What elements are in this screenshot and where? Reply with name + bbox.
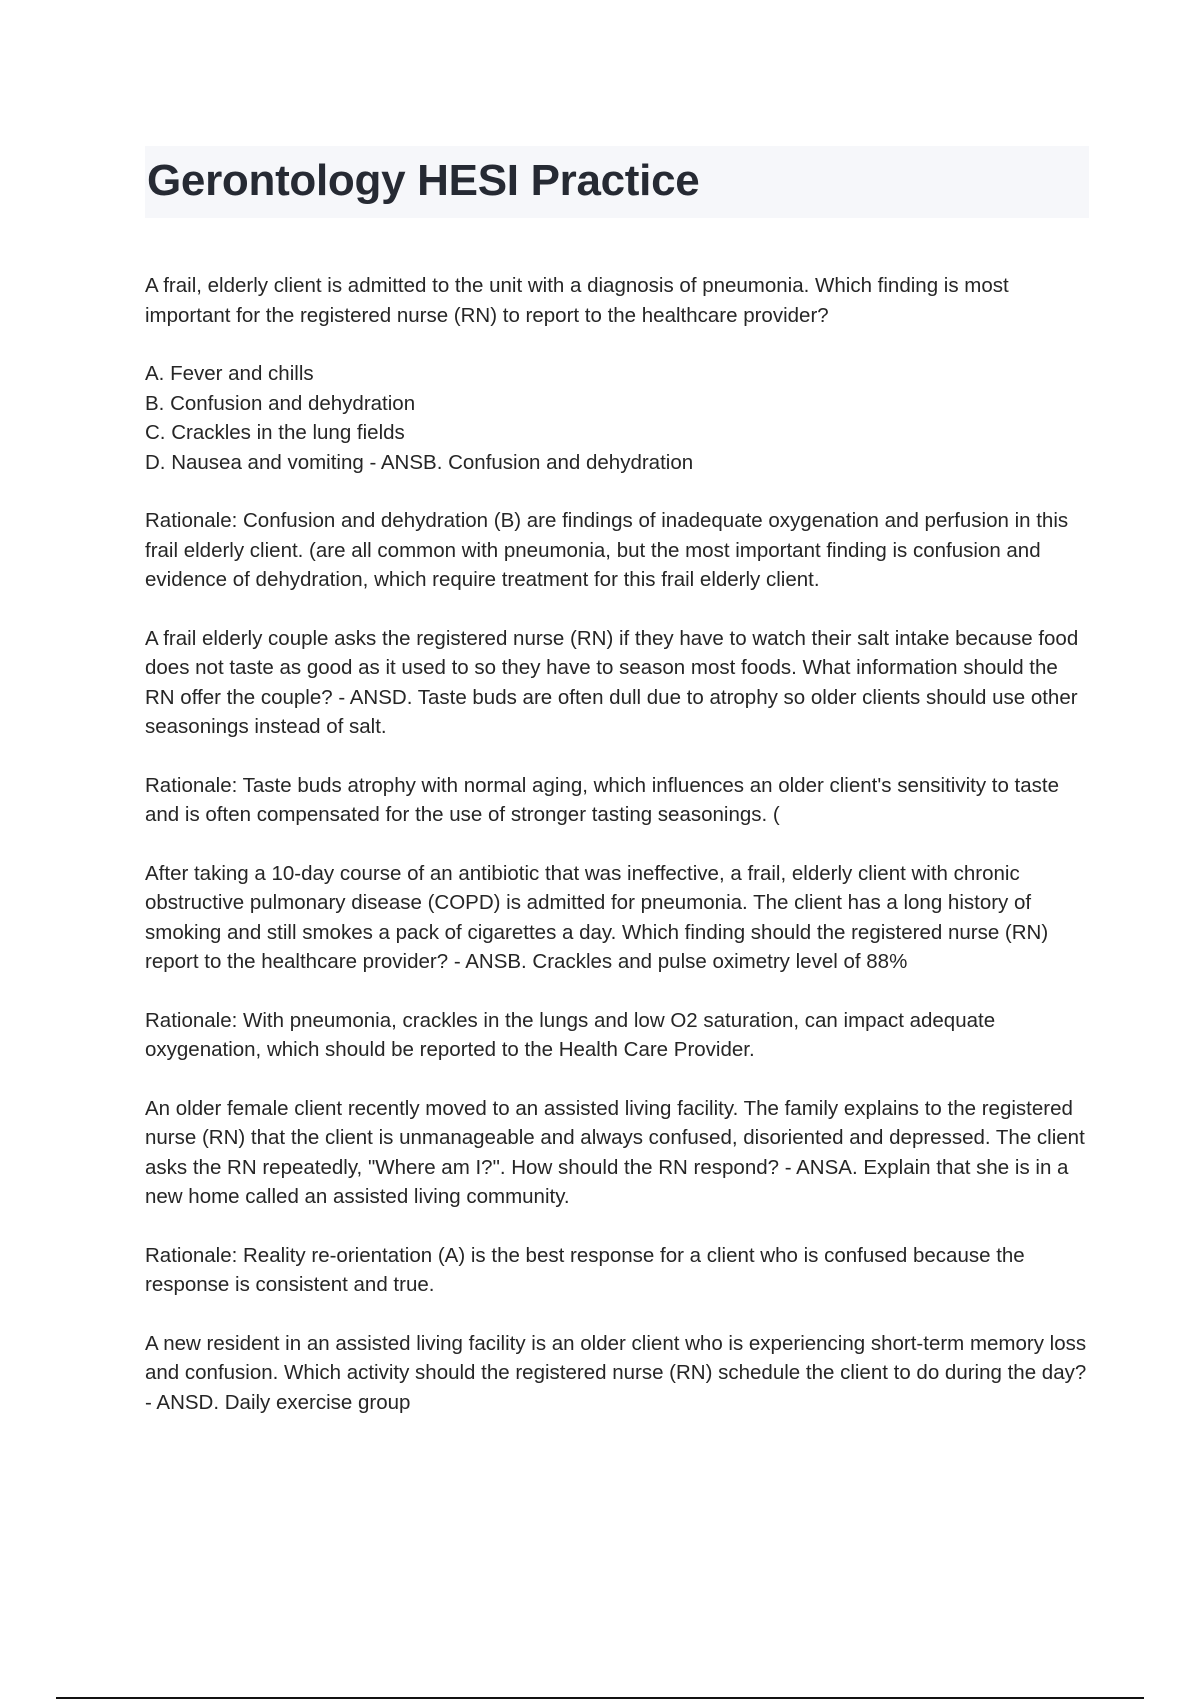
question-3-text: After taking a 10-day course of an antibiotic that was ineffective, a frail, elderly client with chronic obstructive pulmonary disease (COPD) is admitted for pneumonia. The client has a long history of smoking and still smokes a pack of cigarettes a day. Which finding should the registered nurse (RN) report to the healthcare provider? - ANSB. Crackles and pulse oximetry level of 88% [145,861,1049,973]
question-5-text: A new resident in an assisted living facility is an older client who is experiencing short-term memory loss and confusion. Which activity should the registered nurse (RN) schedule the client to do during the day? - ANSD. Daily exercise group [145,1331,1087,1414]
question-1-option-d: D. Nausea and vomiting - ANSB. Confusion and dehydration [145,450,694,474]
document-title: Gerontology HESI Practice [147,156,700,205]
question-1-stem: A frail, elderly client is admitted to the unit with a diagnosis of pneumonia. Which finding is most important for the registered nurse (RN) to report to the healthcare provider? [145,274,1009,327]
page-footer-divider [56,1697,1144,1699]
question-4-text: An older female client recently moved to an assisted living facility. The family explains to the registered nurse (RN) that the client is unmanageable and always confused, disoriented and depressed. The client asks the RN repeatedly, "Where am I?". How should the RN respond? - ANSA. Explain that she is in a new home called an assisted living community. [145,1096,1085,1208]
question-2-rationale: Rationale: Taste buds atrophy with normal aging, which influences an older client's sensitivity to taste and is often compensated for the use of stronger tasting seasonings. ( [145,773,1060,826]
title-banner [145,146,1089,218]
question-4-rationale: Rationale: Reality re-orientation (A) is the best response for a client who is confused because the response is consistent and true. [145,1243,1025,1296]
question-3-rationale: Rationale: With pneumonia, crackles in the lungs and low O2 saturation, can impact adequate oxygenation, which should be reported to the Health Care Provider. [145,1008,996,1061]
document-body [145,271,1090,1446]
question-1-option-a: A. Fever and chills [145,362,314,385]
question-1-options [145,359,1090,477]
question-1-option-c: C. Crackles in the lung fields [145,421,405,444]
question-1-option-b: B. Confusion and dehydration [145,391,416,415]
question-2-text: A frail elderly couple asks the registered nurse (RN) if they have to watch their salt intake because food does not taste as good as it used to so they have to season most foods. What information should the RN offer the couple? - ANSD. Taste buds are often dull due to atrophy so older clients should use other seasonings instead of salt. [145,626,1079,738]
question-1-rationale: Rationale: Confusion and dehydration (B) are findings of inadequate oxygenation and perfusion in this frail elderly client. (are all common with pneumonia, but the most important finding is confusion and evidence of dehydration, which require treatment for this frail elderly client. [145,509,1069,591]
